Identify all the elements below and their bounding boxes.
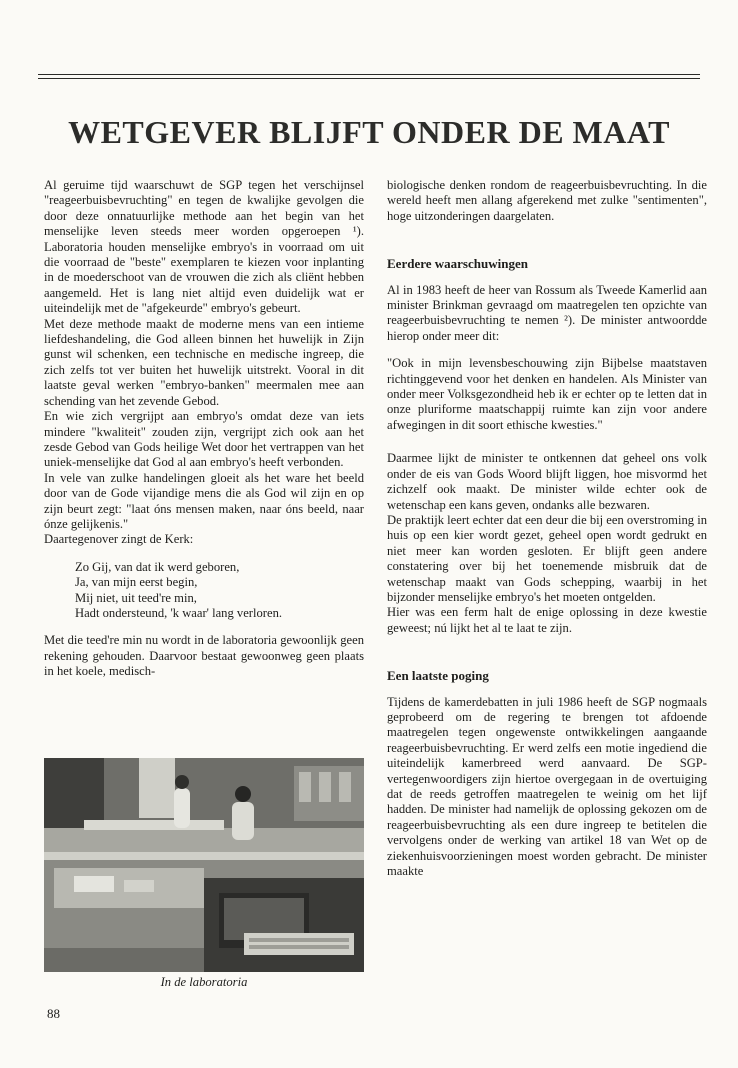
article-title: WETGEVER BLIJFT ONDER DE MAAT — [68, 114, 670, 150]
psalm-verse — [75, 560, 364, 622]
right-paragraph-6: Tijdens de kamerdebatten in juli 1986 heeft de SGP nogmaals geprobeerd om de regering te brengen tot afdoende maatregelen tegen ongewenste ontwikkelingen aangaande reageerbuisbevruchting. Er werd zelfs een motie ingediend die uiteindelijk kamerbreed werd aanvaard. De SGP-vertegenwoordigers zijn hiertoe overgegaan in de overtuiging dat de reeds getroffen maatregelen te weinig om het lijf hadden. De minister had namelijk de oplossing gekozen om de reageerbuisbevruchting als een dure ingreep te betitelen die vervolgens onder de werking van artikel 18 van Wet op de ziekenhuisvoorzieningen moest worden gebracht. De minister maakte — [387, 694, 707, 879]
header-rules — [38, 74, 700, 82]
psalm-line: Zo Gij, van dat ik werd geboren, — [75, 559, 240, 574]
left-paragraph-4: In vele van zulke handelingen gloeit als het ware het beeld door van de Gode vijandige mens die als God wil zijn en op zijn beurt zegt: "laat óns mensen maken, naar óns beeld, naar ónze gelijkenis." — [44, 470, 364, 531]
photo-caption: In de laboratoria — [160, 975, 248, 989]
header-rule-top — [38, 74, 700, 75]
section-heading-een-laatste-poging: Een laatste poging — [387, 668, 489, 684]
left-paragraph-6: Met die teed're min nu wordt in de laboratoria gewoonlijk geen rekening gehouden. Daarvoor bestaat gewoonweg geen plaats in het koele, medisch- — [44, 633, 364, 679]
section-heading-eerdere-waarschuwingen: Eerdere waarschuwingen — [387, 256, 528, 272]
psalm-line: Hadt ondersteund, 'k waar' lang verloren. — [75, 605, 283, 620]
page-number: 88 — [47, 1006, 60, 1021]
psalm-line: Mij niet, uit teed're min, — [75, 590, 197, 605]
left-paragraph-3: En wie zich vergrijpt aan embryo's omdat deze van iets mindere "kwaliteit" zouden zijn, vergrijpt zich ook aan het zesde Gebod van Gods heilige Wet door het vertrappen van het uniek-menselijke dat God al aan embryo's heeft verbonden. — [44, 409, 364, 470]
laboratory-photo-image — [44, 758, 364, 972]
right-column — [387, 178, 707, 879]
minister-quote: "Ook in mijn levensbeschouwing zijn Bijbelse maatstaven richtinggevend voor het denken en handelen. Als Minister van onder meer Volksgezondheid heb ik er echter op te letten dat in onze pluriforme maatschappij ruimte kan zijn voor andere afwegingen in dit soort ethische kwesties." — [387, 356, 707, 432]
left-column — [44, 178, 364, 680]
header-rule-bottom — [38, 78, 700, 79]
right-paragraph-3: Daarmee lijkt de minister te ontkennen dat geheel ons volk onder de eis van Gods Woord blijft liggen, hoe misvormd het zichzelf ook maakt. De minister wilde echter ook de wetenschap een kans geven, ondanks alle bezwaren. — [387, 451, 707, 512]
right-paragraph-4: De praktijk leert echter dat een deur die bij een overstroming in huis op een kier wordt gezet, geheel open wordt gedrukt en niet meer kan worden gesloten. Er blijft geen andere constatering over bij het toenemende misbruik dat de wetenschap maakt van Gods schepping, waarbij in het bijzonder menselijke embryo's het moeten ontgelden. — [387, 512, 707, 604]
laboratory-photo — [44, 758, 364, 972]
left-paragraph-2: Met deze methode maakt de moderne mens van een intieme liefdeshandeling, die God alleen binnen het huwelijk in Zijn gunst wil schenken, een technische en medische ingreep, die zich zelfs tot ver buiten het huwelijk uitstrekt. Vooral in dit laatste geval werken "embryo-banken" meermalen mee aan schending van het zevende Gebod. — [44, 316, 364, 408]
right-paragraph-5: Hier was een ferm halt de enige oplossing in deze kwestie geweest; nú lijkt het al te laat te zijn. — [387, 605, 707, 635]
right-paragraph-2: Al in 1983 heeft de heer van Rossum als Tweede Kamerlid aan minister Brinkman gevraagd om maatregelen ten opzichte van reageerbuisbevruchting te nemen ²). De minister antwoordde hierop onder meer dit: — [387, 282, 707, 343]
right-paragraph-1: biologische denken rondom de reageerbuisbevruchting. In die wereld heeft men allang afgerekend met zulke "sentimenten", hoge uitzonderingen daargelaten. — [387, 178, 707, 223]
left-paragraph-5: Daartegenover zingt de Kerk: — [44, 532, 194, 547]
left-paragraph-1: Al geruime tijd waarschuwt de SGP tegen het verschijnsel "reageerbuisbevruchting" en tegen de kwalijke gevolgen die door deze onnatuurlijke methode aan het begin van het menselijke leven steeds meer worden opgeroepen ¹). Laboratoria houden menselijke embryo's in voorraad om uit die voorraad de "beste" exemplaren te kiezen voor inplanting in de moederschoot van de vrouwen die zich als cliënt hebben aangemeld. Het is lang niet altijd even duidelijk wat er uiteindelijk met de "afgekeurde" embryo's gebeurt. — [44, 178, 364, 316]
psalm-line: Ja, van mijn eerst begin, — [75, 575, 198, 590]
